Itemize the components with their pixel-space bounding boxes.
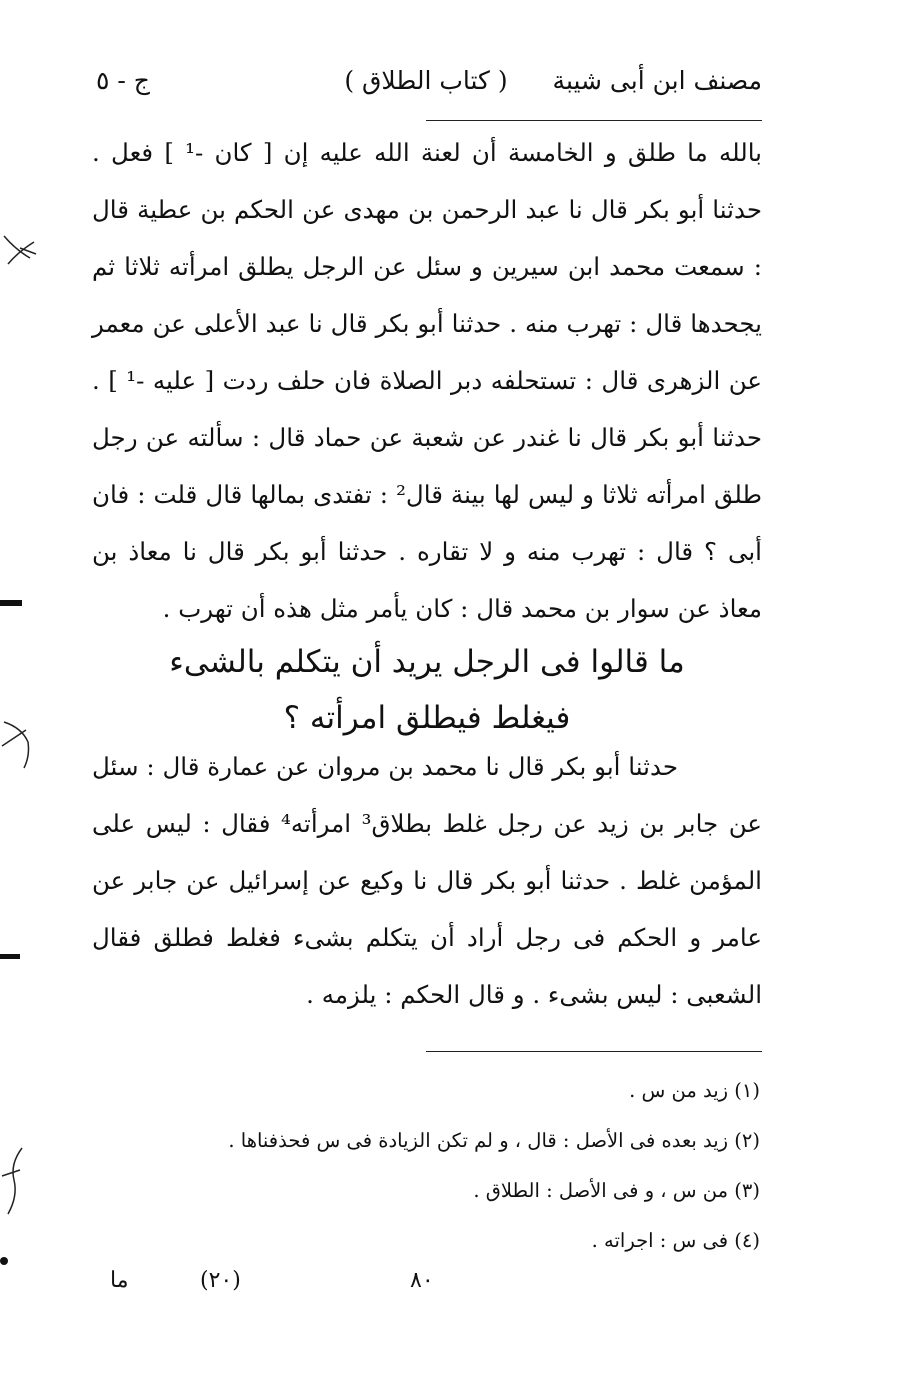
main-text-block xyxy=(92,124,762,637)
catchword: ما xyxy=(110,1268,129,1293)
paragraph-2: حدثنا أبو بكر قال نا محمد بن مروان عن عمارة قال : سئل عن جابر بن زيد عن رجل غلط بطلاق³ امرأته⁴ فقال : ليس على المؤمن غلط . حدثنا أبو بكر قال نا وكيع عن إسرائيل عن جابر عن عامر و الحكم فى رجل أراد أن يتكلم بشىء فغلط فطلق فقال الشعبى : ليس بشىء . و قال الحكم : يلزمه . xyxy=(92,752,762,1009)
footnotes xyxy=(120,1066,760,1266)
margin-mark-icon xyxy=(0,228,40,278)
header-rule xyxy=(426,120,762,121)
chapter-title xyxy=(92,634,762,746)
signature-mark: (٢٠) xyxy=(200,1268,241,1293)
margin-dash-icon xyxy=(0,596,24,610)
book-title: مصنف ابن أبى شيبة xyxy=(552,66,762,95)
margin-mark-icon xyxy=(0,712,40,772)
footnote-2: (٢) زيد بعده فى الأصل : قال ، و لم تكن الزيادة فى س فحذفناها . xyxy=(228,1129,760,1152)
footnote-4: (٤) فى س : اجراته . xyxy=(591,1229,760,1252)
chapter-header: ( كتاب الطلاق ) xyxy=(344,66,508,95)
chapter-title-line-1: ما قالوا فى الرجل يريد أن يتكلم بالشىء xyxy=(169,644,685,680)
footnote-1: (١) زيد من س . xyxy=(629,1079,760,1102)
margin-dash-icon xyxy=(0,950,24,964)
margin-mark-icon xyxy=(0,1140,40,1220)
paragraph-1: بالله ما طلق و الخامسة أن لعنة الله عليه إن [ كان -¹ ] فعل . حدثنا أبو بكر قال نا عبد الرحمن بن مهدى عن الحكم بن عطية قال : سمعت محمد ابن سيرين و سئل عن الرجل يطلق امرأته ثلاثا ثم يجحدها قال : تهرب منه . حدثنا أبو بكر قال نا عبد الأعلى عن معمر عن الزهرى قال : تستحلفه دبر الصلاة فان حلف ردت [ عليه -¹ ] . حدثنا أبو بكر قال نا غندر عن شعبة عن حماد قال : سألته عن رجل طلق امرأته ثلاثا و ليس لها بينة قال² : تفتدى بمالها قال قلت : فان أبى ؟ قال : تهرب منه و لا تقاره . حدثنا أبو بكر قال نا معاذ بن معاذ عن سوار بن محمد قال : كان يأمر مثل هذه أن تهرب . xyxy=(92,138,762,623)
page-number: ٨٠ xyxy=(410,1268,434,1293)
footnote-3: (٣) من س ، و فى الأصل : الطلاق . xyxy=(473,1179,760,1202)
footnote-rule xyxy=(426,1051,762,1052)
margin-dot-icon xyxy=(0,1254,12,1268)
running-header xyxy=(90,62,762,108)
second-text-block xyxy=(92,738,762,1023)
page-footer xyxy=(90,1268,762,1308)
volume-label: ج - ٥ xyxy=(96,66,150,95)
chapter-title-line-2: فيغلط فيطلق امرأته ؟ xyxy=(283,700,571,736)
